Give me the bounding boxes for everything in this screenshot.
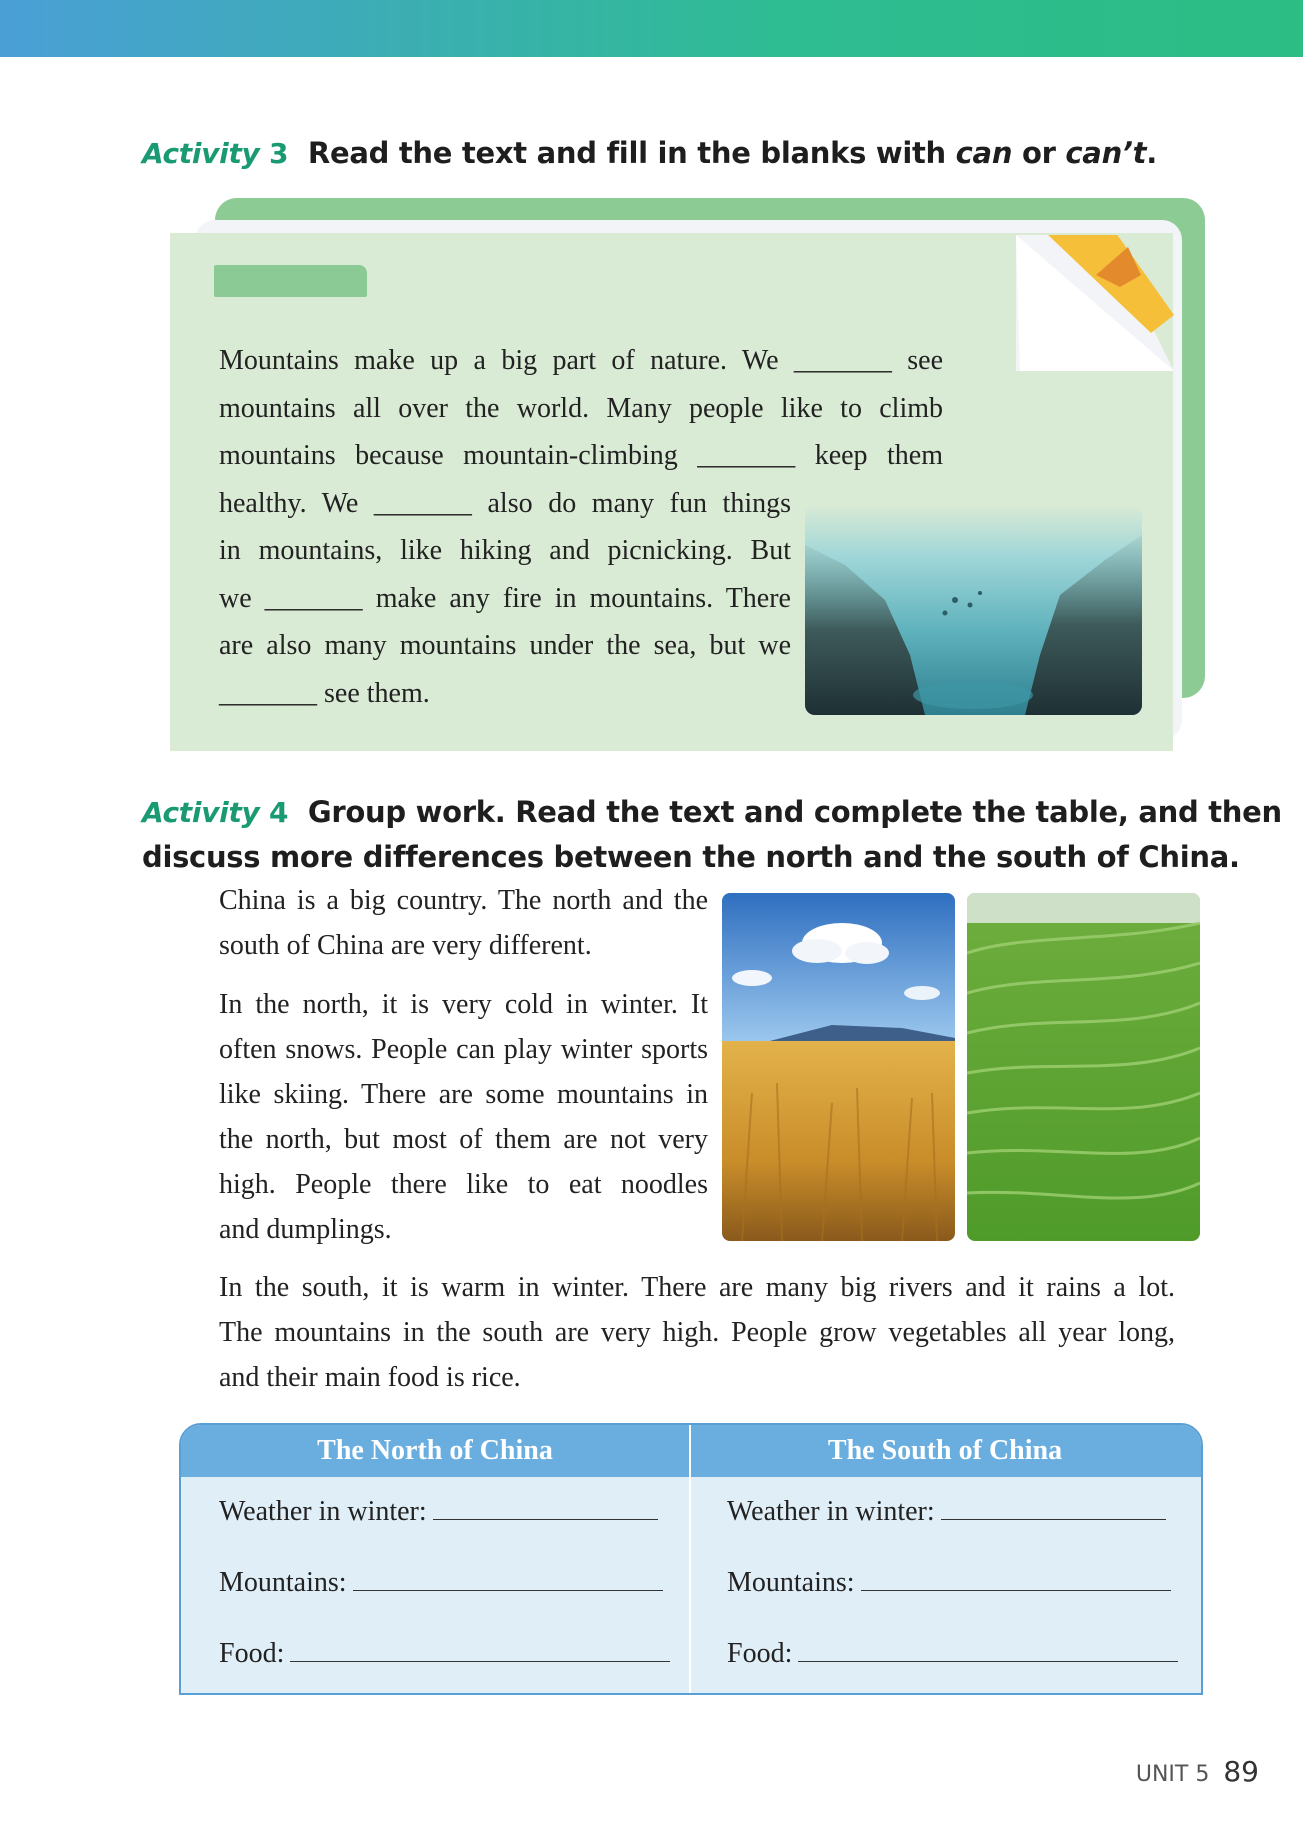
passage-line: and their main food is rice. xyxy=(219,1362,521,1393)
passage-line: and dumplings. xyxy=(219,1214,392,1245)
passage-line: in mountains, like hiking and picnicking. But xyxy=(219,535,791,566)
north-weather-blank[interactable] xyxy=(433,1495,658,1520)
passage-line: In the south, it is warm in winter. There are many big rivers and it rains a lot. xyxy=(219,1272,1175,1303)
passage-line: In the north, it is very cold in winter. It xyxy=(219,989,708,1020)
wheat-field-photo xyxy=(722,893,955,1241)
unit-label: UNIT 5 xyxy=(1135,1762,1210,1787)
activity4-heading: Activity 4 Group work. Read the text and complete the table, and then discuss more differences between the north and the south of China. xyxy=(142,795,1282,874)
card-tab-decoration xyxy=(214,265,367,297)
south-mountains-cell: Mountains: xyxy=(727,1566,1171,1599)
passage-line: mountains because mountain-climbing _______ keep them xyxy=(219,440,943,471)
passage-line: like skiing. There are some mountains in xyxy=(219,1079,708,1110)
page-footer xyxy=(1136,1755,1259,1788)
activity4-paragraph-3 xyxy=(219,1265,1175,1400)
activity3-heading xyxy=(142,136,1157,170)
passage-line: mountains all over the world. Many people like to climb xyxy=(219,392,943,424)
south-food-cell: Food: xyxy=(727,1637,1178,1670)
north-food-blank[interactable] xyxy=(290,1637,670,1662)
passage-line: often snows. People can play winter sports xyxy=(219,1034,708,1065)
passage-line: south of China are very different. xyxy=(219,930,592,961)
south-weather-cell: Weather in winter: xyxy=(727,1495,1166,1528)
north-mountains-blank[interactable] xyxy=(353,1566,663,1591)
table-header-row xyxy=(181,1425,1201,1477)
activity3-instruction: Read the text and fill in the blanks with can or can’t. xyxy=(307,136,1157,170)
activity4-paragraph-2 xyxy=(219,982,708,1252)
folded-corner-icon xyxy=(1016,235,1174,371)
passage-line: _______ see them. xyxy=(219,677,430,709)
page-number: 89 xyxy=(1223,1755,1259,1788)
passage-line: high. People there like to eat noodles xyxy=(219,1169,708,1200)
south-mountains-blank[interactable] xyxy=(861,1566,1171,1591)
activity4-paragraph-1 xyxy=(219,878,708,968)
north-food-cell: Food: xyxy=(219,1637,670,1670)
south-weather-blank[interactable] xyxy=(941,1495,1166,1520)
table-header-south: The South of China xyxy=(827,1435,1063,1466)
passage-line: healthy. We _______ also do many fun things xyxy=(219,487,791,519)
comparison-table xyxy=(179,1423,1203,1695)
passage-line: China is a big country. The north and the xyxy=(219,885,708,916)
passage-line: are also many mountains under the sea, but we xyxy=(219,630,791,661)
south-food-blank[interactable] xyxy=(798,1637,1178,1662)
passage-line: Mountains make up a big part of nature. We _______ see xyxy=(219,345,943,376)
table-header-north: The North of China xyxy=(317,1435,553,1466)
passage-line: we _______ make any fire in mountains. There xyxy=(219,582,791,614)
north-weather-cell: Weather in winter: xyxy=(219,1495,658,1528)
north-mountains-cell: Mountains: xyxy=(219,1566,663,1599)
passage-line: the north, but most of them are not very xyxy=(219,1124,708,1155)
table-column-divider xyxy=(689,1425,691,1693)
header-bar xyxy=(0,0,1303,57)
passage-line: The mountains in the south are very high. People grow vegetables all year long, xyxy=(219,1317,1175,1348)
underwater-mountain-photo xyxy=(805,505,1142,715)
rice-terrace-photo xyxy=(967,893,1200,1241)
activity4-label: Activity 4 xyxy=(142,796,289,829)
activity3-label: Activity 3 xyxy=(142,137,289,170)
